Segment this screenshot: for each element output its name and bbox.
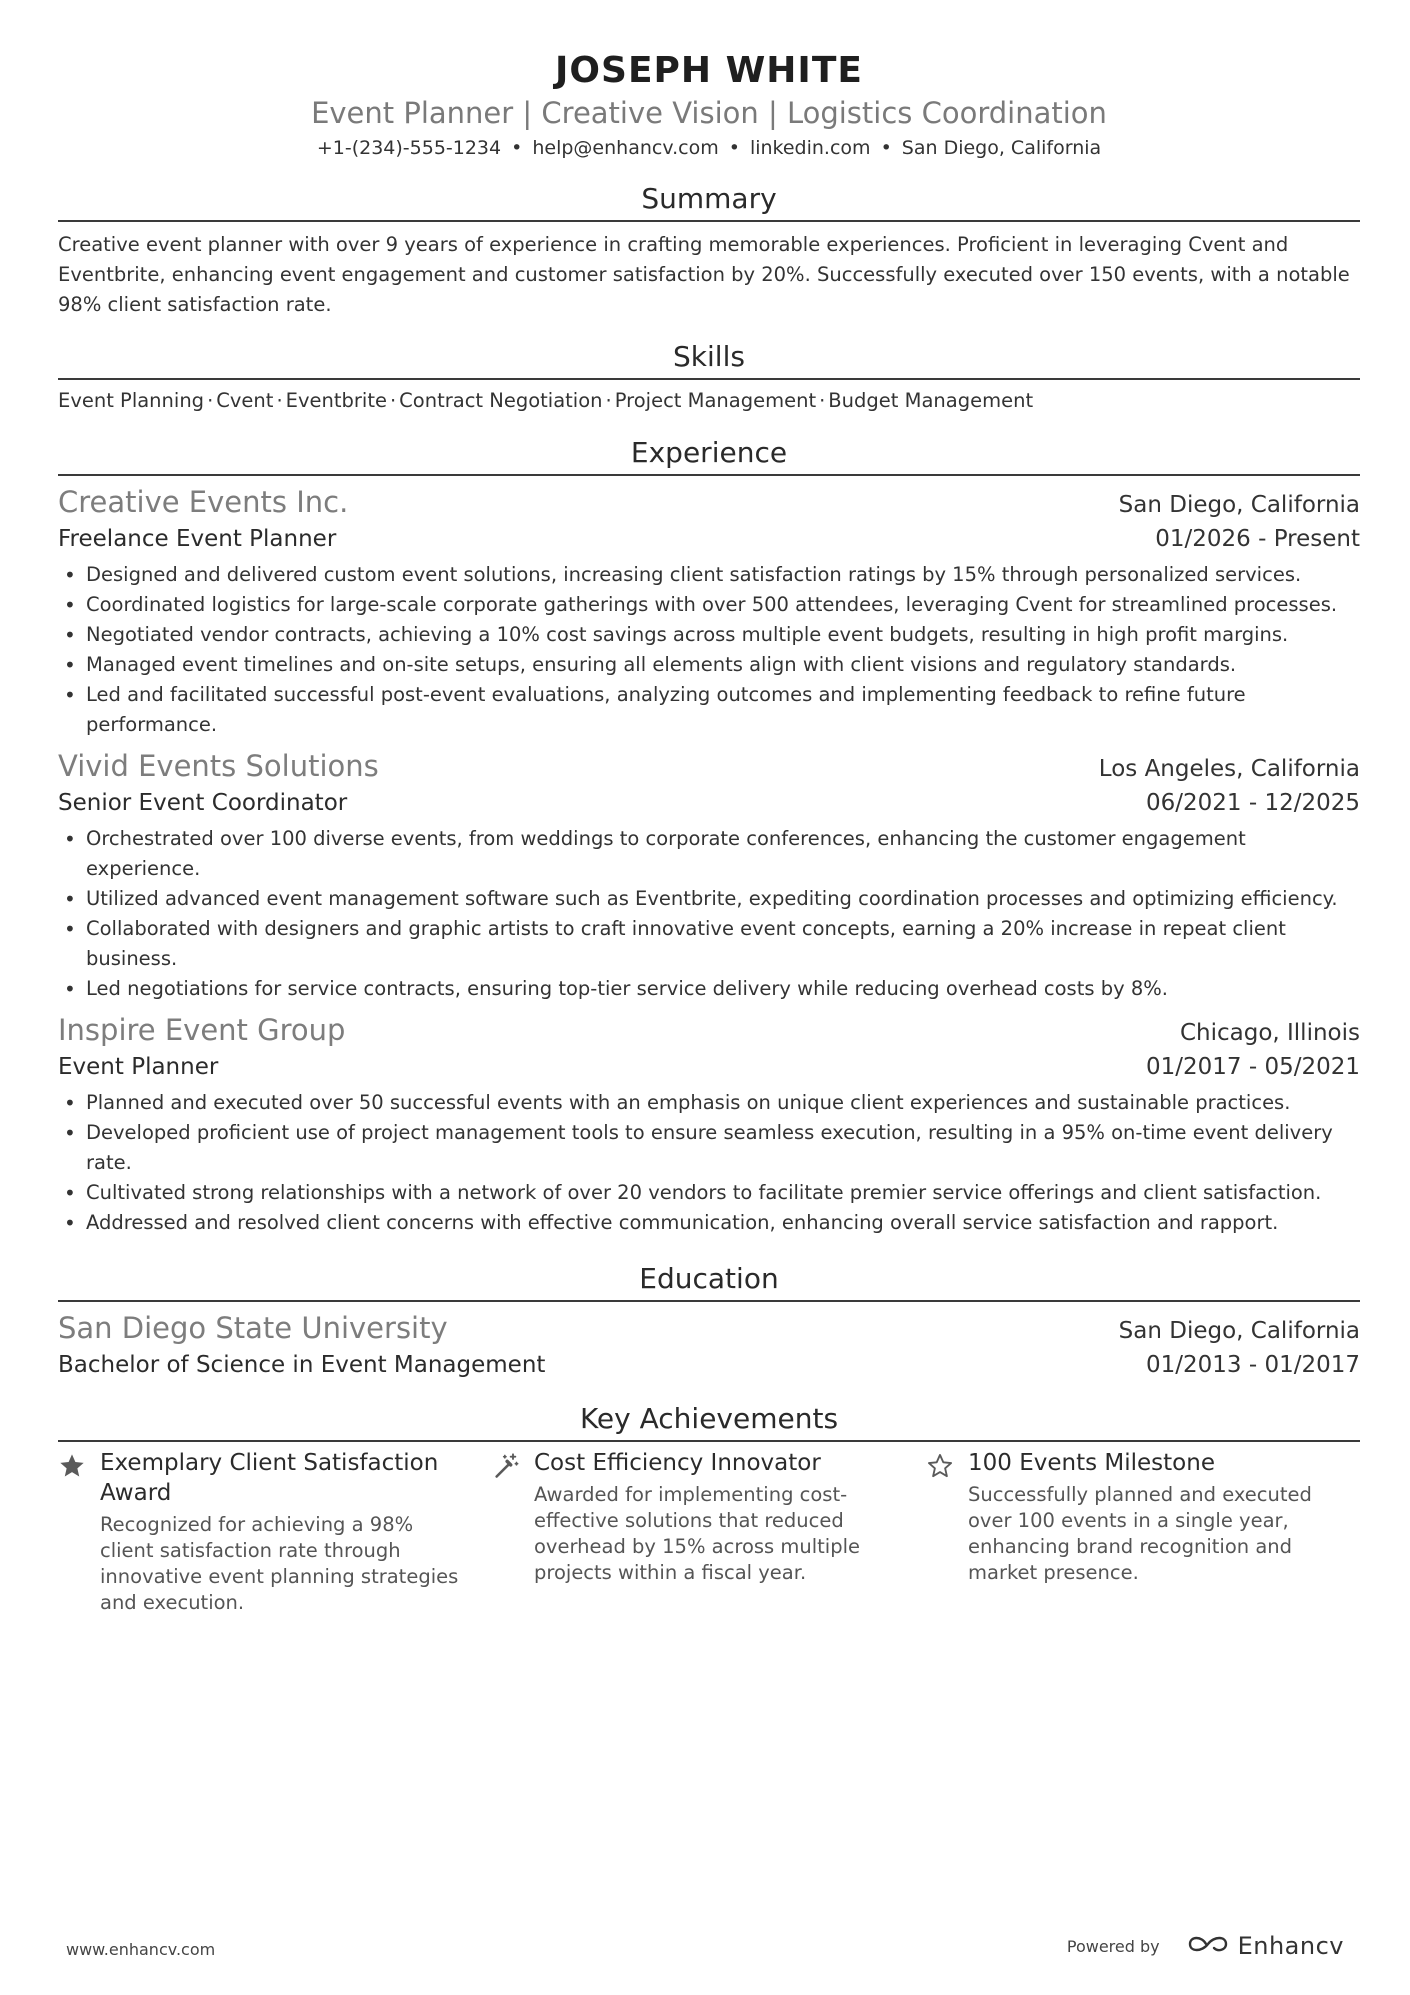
achievement-title: Exemplary Client Satisfaction Award	[100, 1450, 439, 1506]
bullet-item: • Coordinated logistics for large-scale corporate gatherings with over 500 attendees, leveraging Cvent for streamlined processes.	[58, 590, 1360, 620]
experience-heading: Experience	[630, 436, 788, 469]
email-link[interactable]: help@enhancv.com	[532, 137, 719, 159]
skill-item: Budget Management	[828, 389, 1034, 412]
job-dates: 01/2017 - 05/2021	[1145, 1054, 1360, 1080]
achievement-title: Cost Efficiency Innovator	[534, 1450, 821, 1476]
brand-name: Enhancv	[1237, 1932, 1344, 1960]
education-entry	[58, 1308, 1360, 1382]
job-bullets	[58, 560, 1360, 740]
bullet-item: • Utilized advanced event management software such as Eventbrite, expediting coordination processes and optimizing efficiency.	[58, 884, 1360, 914]
bullet-item: • Negotiated vendor contracts, achieving a 10% cost savings across multiple event budgets, resulting in high profit margins.	[58, 620, 1360, 650]
bullet-item: • Orchestrated over 100 diverse events, from weddings to corporate conferences, enhancing the customer engagement experience.	[58, 824, 1360, 884]
education-heading: Education	[639, 1262, 779, 1295]
achievement-description: Awarded for implementing cost-effective solutions that reduced overhead by 15% across multiple projects within a fiscal year.	[534, 1483, 861, 1584]
job-location: Los Angeles, California	[1098, 756, 1360, 782]
achievements-heading: Key Achievements	[579, 1402, 839, 1435]
achievement-description: Successfully planned and executed over 100 events in a single year, enhancing brand recognition and market presence.	[968, 1483, 1312, 1584]
job-title: Event Planner	[58, 1054, 219, 1080]
job-location: San Diego, California	[1118, 492, 1360, 518]
job-title: Senior Event Coordinator	[58, 790, 348, 816]
candidate-name: JOSEPH WHITE	[555, 50, 863, 91]
achievement-item	[926, 1448, 1360, 1616]
skill-item: Event Planning	[58, 389, 205, 412]
footer-branding	[1067, 1932, 1344, 1960]
divider	[58, 378, 1360, 380]
star-filled-icon	[58, 1448, 100, 1616]
skills-heading: Skills	[673, 340, 745, 373]
footer-website-link[interactable]: www.enhancv.com	[66, 1940, 216, 1959]
company-name: Inspire Event Group	[58, 1013, 346, 1047]
phone: +1-(234)-555-1234	[316, 137, 502, 159]
job-entry	[58, 1010, 1360, 1238]
school-location: San Diego, California	[1118, 1318, 1360, 1344]
bullet-item: • Addressed and resolved client concerns with effective communication, enhancing overall service satisfaction and rapport.	[58, 1208, 1360, 1238]
job-bullets	[58, 824, 1360, 1004]
achievement-description: Recognized for achieving a 98% client satisfaction rate through innovative event planning strategies and execution.	[100, 1513, 459, 1614]
skill-item: Project Management	[614, 389, 817, 412]
job-dates: 01/2026 - Present	[1155, 526, 1360, 552]
bullet-item: • Led and facilitated successful post-event evaluations, analyzing outcomes and implementing feedback to refine future performance.	[58, 680, 1360, 740]
powered-by-label: Powered by	[1066, 1936, 1160, 1956]
bullet-item: • Planned and executed over 50 successful events with an emphasis on unique client experiences and sustainable practices.	[58, 1088, 1360, 1118]
divider	[58, 1300, 1360, 1302]
linkedin-link[interactable]: linkedin.com	[749, 137, 871, 159]
summary-heading: Summary	[641, 182, 777, 215]
achievement-item	[492, 1448, 926, 1616]
enhancv-logo-icon	[1186, 1933, 1230, 1959]
star-outline-icon	[926, 1448, 968, 1616]
divider	[58, 474, 1360, 476]
bullet-item: • Developed proficient use of project management tools to ensure seamless execution, resulting in a 95% on-time event delivery rate.	[58, 1118, 1360, 1178]
resume-page	[58, 48, 1360, 1616]
company-name: Vivid Events Solutions	[58, 749, 379, 783]
company-name: Creative Events Inc.	[58, 485, 349, 519]
education-dates: 01/2013 - 01/2017	[1145, 1352, 1360, 1378]
bullet-item: • Collaborated with designers and graphic artists to craft innovative event concepts, earning a 20% increase in repeat client business.	[58, 914, 1360, 974]
divider	[58, 1440, 1360, 1442]
skill-item: Eventbrite	[285, 389, 387, 412]
achievements-grid	[58, 1448, 1360, 1616]
skills-list: Event Planning · Cvent · Eventbrite · Contract Negotiation · Project Management · Budget Management	[58, 389, 1034, 412]
achievement-item	[58, 1448, 492, 1616]
achievement-title: 100 Events Milestone	[968, 1450, 1215, 1476]
job-bullets	[58, 1088, 1360, 1238]
job-dates: 06/2021 - 12/2025	[1145, 790, 1360, 816]
job-location: Chicago, Illinois	[1179, 1020, 1360, 1046]
summary-text: Creative event planner with over 9 years of experience in crafting memorable experiences. Proficient in leveraging Cvent and Eventbrite, enhancing event engagement and customer satisfaction by 20%. Successfully executed over 150 events, with a notable 98% client satisfaction rate.	[58, 233, 1350, 316]
divider	[58, 220, 1360, 222]
bullet-item: • Managed event timelines and on-site setups, ensuring all elements align with client visions and regulatory standards.	[58, 650, 1360, 680]
skill-item: Contract Negotiation	[399, 389, 603, 412]
bullet-item: • Cultivated strong relationships with a network of over 20 vendors to facilitate premier service offerings and client satisfaction.	[58, 1178, 1360, 1208]
job-title: Freelance Event Planner	[58, 526, 337, 552]
headline: Event Planner | Creative Vision | Logistics Coordination	[311, 96, 1107, 130]
school-name: San Diego State University	[58, 1311, 448, 1345]
contact-line: +1-(234)-555-1234 • help@enhancv.com • linkedin.com • San Diego, California	[316, 137, 1102, 159]
degree: Bachelor of Science in Event Management	[58, 1352, 546, 1378]
magic-wand-icon	[492, 1448, 534, 1616]
job-entry	[58, 746, 1360, 1004]
location: San Diego, California	[901, 137, 1102, 159]
job-entry	[58, 482, 1360, 740]
skill-item: Cvent	[216, 389, 274, 412]
bullet-item: • Designed and delivered custom event solutions, increasing client satisfaction ratings by 15% through personalized services.	[58, 560, 1360, 590]
bullet-item: • Led negotiations for service contracts, ensuring top-tier service delivery while reducing overhead costs by 8%.	[58, 974, 1360, 1004]
